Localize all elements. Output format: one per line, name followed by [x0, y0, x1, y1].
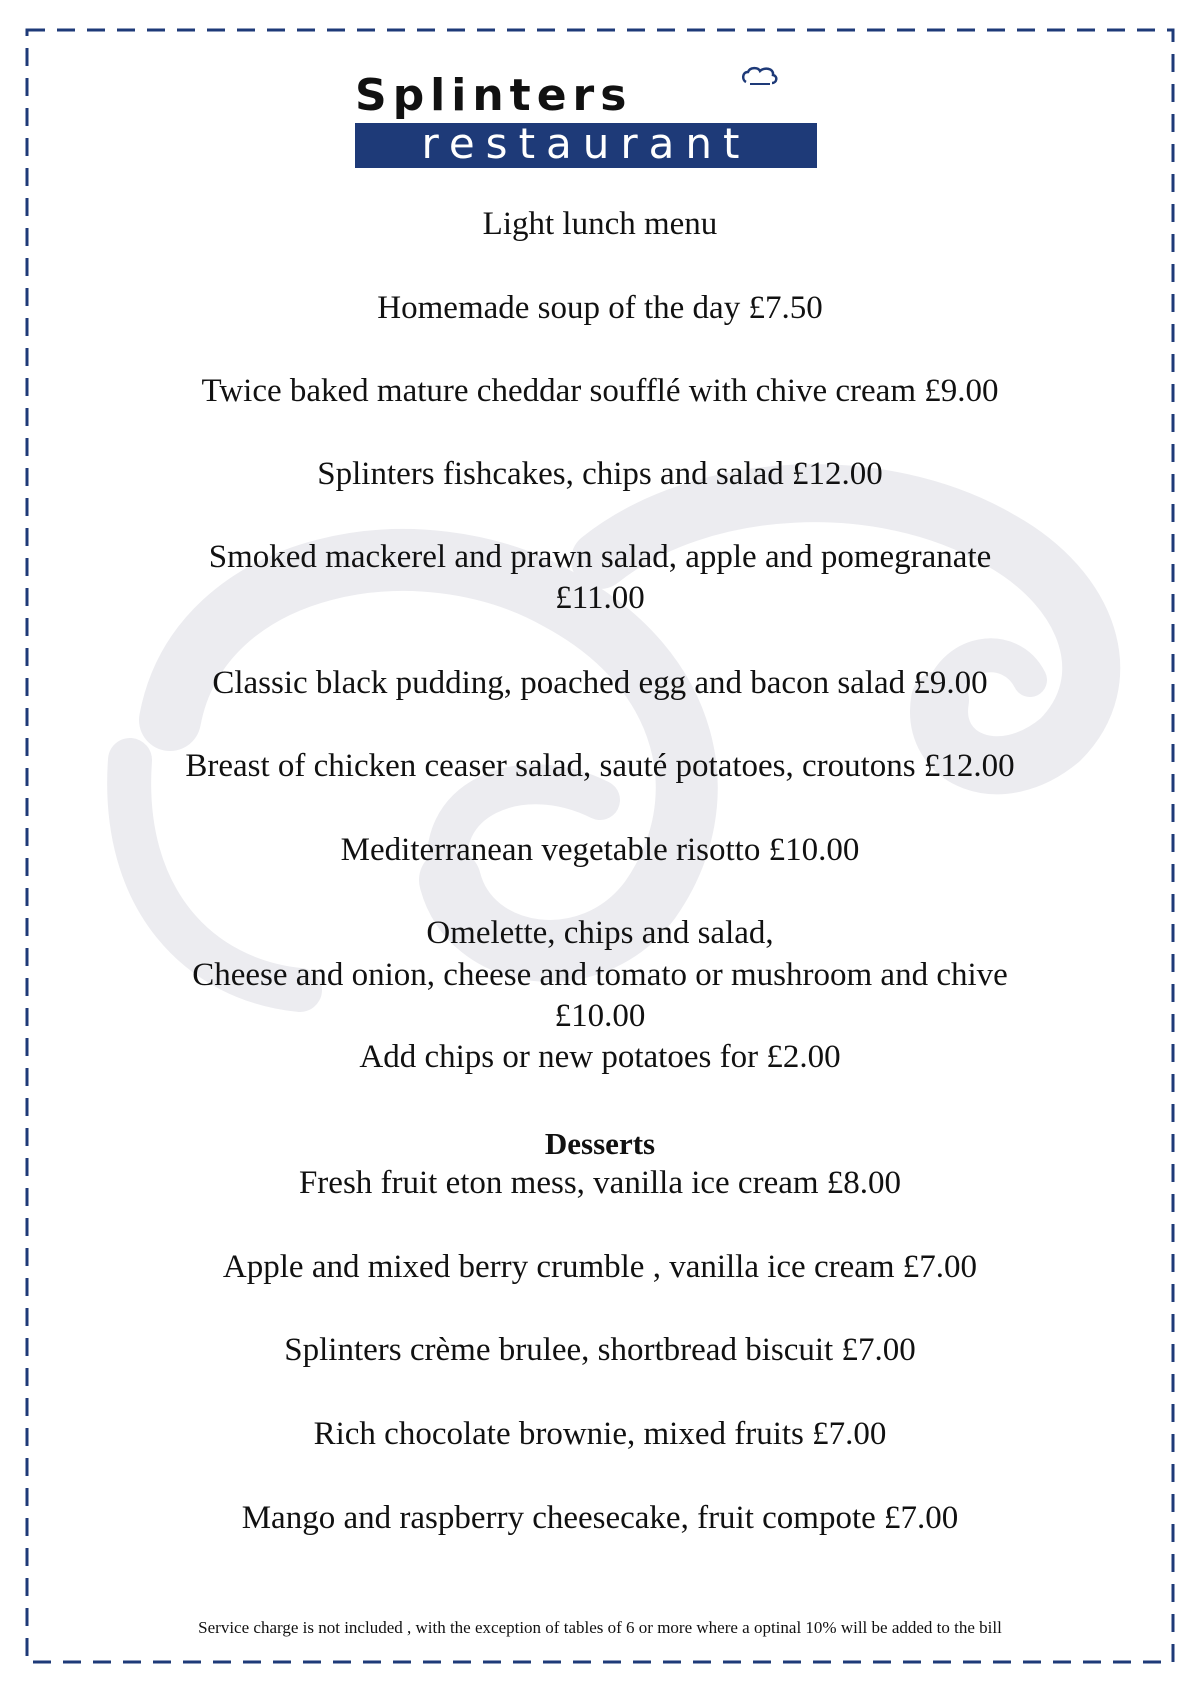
dessert-item: Fresh fruit eton mess, vanilla ice cream £8.00 — [298, 1165, 902, 1201]
chef-hat-icon — [740, 66, 780, 90]
menu-item: Breast of chicken ceaser salad, sauté potatoes, croutons £12.00 — [185, 748, 1015, 784]
menu-item-extra: Add chips or new potatoes for £2.00 — [359, 1039, 841, 1075]
desserts-heading: Desserts — [544, 1126, 656, 1161]
menu-item-price: £10.00 — [554, 998, 646, 1034]
menu-item: Mediterranean vegetable risotto £10.00 — [340, 832, 860, 868]
menu-item-price: £11.00 — [555, 580, 645, 616]
menu-title: Light lunch menu — [482, 206, 718, 242]
dessert-item: Mango and raspberry cheesecake, fruit compote £7.00 — [241, 1500, 959, 1536]
menu-item: Splinters fishcakes, chips and salad £12.00 — [317, 456, 883, 492]
dessert-item: Rich chocolate brownie, mixed fruits £7.00 — [313, 1416, 887, 1452]
menu-item: Omelette, chips and salad, — [426, 915, 774, 951]
menu-item: Homemade soup of the day £7.50 — [377, 290, 823, 326]
logo-name-top: Splinters — [355, 70, 633, 121]
menu-item: Smoked mackerel and prawn salad, apple and pomegranate — [208, 539, 992, 575]
logo-name-bottom: restaurant — [421, 119, 751, 168]
restaurant-logo — [355, 66, 817, 168]
menu-item-options: Cheese and onion, cheese and tomato or mushroom and chive — [192, 957, 1008, 993]
dessert-item: Apple and mixed berry crumble , vanilla ice cream £7.00 — [222, 1249, 978, 1285]
service-charge-note: Service charge is not included , with the exception of tables of 6 or more where a optinal 10% will be added to the bill — [198, 1618, 1002, 1637]
menu-item: Twice baked mature cheddar soufflé with chive cream £9.00 — [201, 373, 999, 409]
dessert-item: Splinters crème brulee, shortbread biscuit £7.00 — [284, 1332, 916, 1368]
menu-item: Classic black pudding, poached egg and bacon salad £9.00 — [212, 665, 988, 701]
